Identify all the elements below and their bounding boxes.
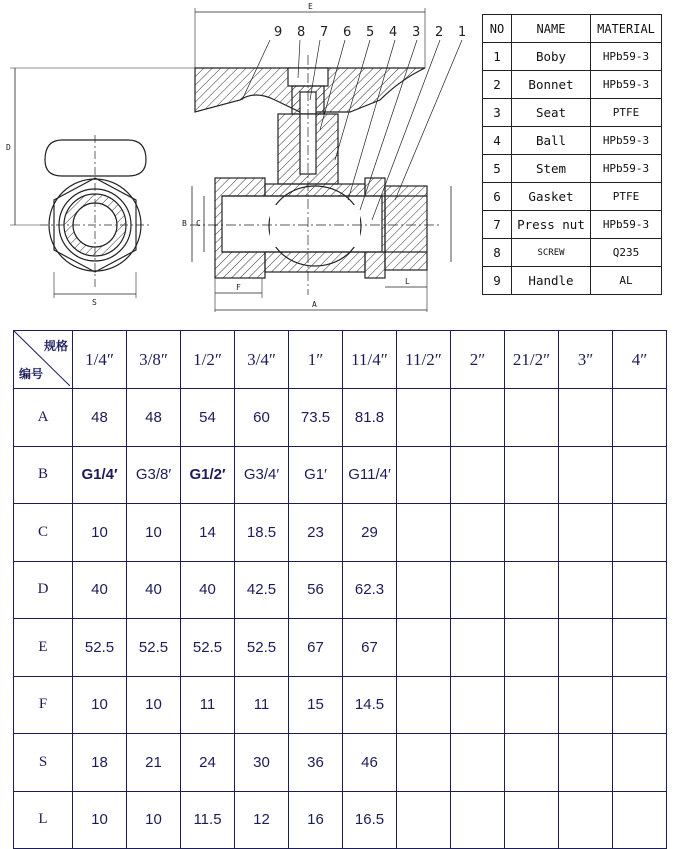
dimension-value: 52.5 xyxy=(181,619,235,677)
parts-row xyxy=(483,267,662,295)
dimension-value xyxy=(505,561,559,619)
part-name: Boby xyxy=(512,43,591,71)
corner-bottom-label: 编号 xyxy=(19,367,44,381)
dim-label-f: F xyxy=(236,283,241,292)
parts-row xyxy=(483,127,662,155)
dimension-value xyxy=(505,619,559,677)
dimension-value xyxy=(613,389,667,447)
dimension-value: 14 xyxy=(181,504,235,562)
dimension-value xyxy=(397,504,451,562)
dimension-value: 52.5 xyxy=(235,619,289,677)
size-header: 3/8″ xyxy=(127,331,181,389)
dimension-value xyxy=(451,504,505,562)
size-header: 2″ xyxy=(451,331,505,389)
part-material: HPb59-3 xyxy=(591,71,662,99)
row-label: F xyxy=(14,676,73,734)
dimension-value: 40 xyxy=(181,561,235,619)
dimension-value: 24 xyxy=(181,734,235,792)
corner-cell xyxy=(14,331,73,389)
dimension-value xyxy=(505,389,559,447)
dimension-value: 52.5 xyxy=(73,619,127,677)
dimension-value xyxy=(613,619,667,677)
dimension-value: 52.5 xyxy=(127,619,181,677)
header-no: NO xyxy=(483,15,512,43)
dimension-value: 11 xyxy=(181,676,235,734)
size-header: 11/2″ xyxy=(397,331,451,389)
dimension-value: G1/2′ xyxy=(181,446,235,504)
callout-3: 3 xyxy=(412,25,421,40)
dimension-value xyxy=(451,676,505,734)
dimension-value xyxy=(559,791,613,849)
dimension-value: 56 xyxy=(289,561,343,619)
part-name: Press nut xyxy=(512,211,591,239)
size-header: 4″ xyxy=(613,331,667,389)
part-material: HPb59-3 xyxy=(591,211,662,239)
callout-7: 7 xyxy=(320,25,329,40)
dimension-value: 10 xyxy=(127,504,181,562)
part-no: 3 xyxy=(483,99,512,127)
part-material: HPb59-3 xyxy=(591,43,662,71)
dimension-value xyxy=(397,389,451,447)
callout-9: 9 xyxy=(274,25,283,40)
corner-top-label: 规格 xyxy=(43,339,68,353)
size-header-row xyxy=(14,331,667,389)
dimension-value: 30 xyxy=(235,734,289,792)
dimension-value: G11/4′ xyxy=(343,446,397,504)
row-label: C xyxy=(14,504,73,562)
part-material: PTFE xyxy=(591,183,662,211)
dimension-value: 67 xyxy=(343,619,397,677)
part-no: 4 xyxy=(483,127,512,155)
row-label: L xyxy=(14,791,73,849)
part-name: Stem xyxy=(512,155,591,183)
part-name: Seat xyxy=(512,99,591,127)
parts-row xyxy=(483,211,662,239)
size-header: 1/4″ xyxy=(73,331,127,389)
dimension-value: 54 xyxy=(181,389,235,447)
row-label: S xyxy=(14,734,73,792)
dimension-value xyxy=(451,791,505,849)
size-header: 3″ xyxy=(559,331,613,389)
part-name: Gasket xyxy=(512,183,591,211)
dimension-value xyxy=(505,504,559,562)
dimension-row-l xyxy=(14,791,667,849)
dimension-value: 12 xyxy=(235,791,289,849)
dimension-value xyxy=(613,446,667,504)
dimension-value xyxy=(559,734,613,792)
dim-label-s: S xyxy=(92,298,97,307)
row-label: E xyxy=(14,619,73,677)
dimension-value: G3/4′ xyxy=(235,446,289,504)
parts-row xyxy=(483,155,662,183)
dimension-value: 48 xyxy=(73,389,127,447)
dim-label-c: C xyxy=(196,219,201,228)
dimension-value: 36 xyxy=(289,734,343,792)
dimension-value: 60 xyxy=(235,389,289,447)
dimension-value xyxy=(613,734,667,792)
dimension-value xyxy=(559,504,613,562)
dimension-value: 14.5 xyxy=(343,676,397,734)
dimension-value xyxy=(559,619,613,677)
dimension-value xyxy=(397,676,451,734)
dimension-value: 40 xyxy=(127,561,181,619)
dimension-value xyxy=(613,791,667,849)
section-view xyxy=(190,55,440,295)
header-material: MATERIAL xyxy=(591,15,662,43)
dimension-value: 23 xyxy=(289,504,343,562)
dimension-value xyxy=(613,561,667,619)
dimension-value xyxy=(397,561,451,619)
dimension-value: G3/8′ xyxy=(127,446,181,504)
dimension-rows xyxy=(14,389,667,849)
dimension-row-s xyxy=(14,734,667,792)
dimension-value: 16 xyxy=(289,791,343,849)
end-view xyxy=(40,135,150,298)
dimension-value: 67 xyxy=(289,619,343,677)
size-header: 1/2″ xyxy=(181,331,235,389)
dimension-value xyxy=(505,446,559,504)
dimension-value xyxy=(559,446,613,504)
dimension-value xyxy=(451,619,505,677)
dimension-value xyxy=(559,676,613,734)
dim-label-b: B xyxy=(182,219,187,228)
dimension-value: 16.5 xyxy=(343,791,397,849)
parts-row xyxy=(483,71,662,99)
callout-8: 8 xyxy=(297,25,306,40)
dimension-value: G1′ xyxy=(289,446,343,504)
dimension-value: 10 xyxy=(73,791,127,849)
part-no: 5 xyxy=(483,155,512,183)
dim-label-d: D xyxy=(6,143,11,152)
size-header: 21/2″ xyxy=(505,331,559,389)
callout-4: 4 xyxy=(389,25,398,40)
parts-row xyxy=(483,183,662,211)
size-header: 1″ xyxy=(289,331,343,389)
dimension-value: G1/4′ xyxy=(73,446,127,504)
callout-1: 1 xyxy=(458,25,467,40)
part-material: PTFE xyxy=(591,99,662,127)
dimension-value xyxy=(397,446,451,504)
part-material: AL xyxy=(591,267,662,295)
dimension-value: 62.3 xyxy=(343,561,397,619)
dimension-row-e xyxy=(14,619,667,677)
dimension-value: 46 xyxy=(343,734,397,792)
dimension-value: 18.5 xyxy=(235,504,289,562)
dimension-value xyxy=(451,561,505,619)
dimension-value: 10 xyxy=(127,676,181,734)
dimension-value: 18 xyxy=(73,734,127,792)
dimension-value: 11.5 xyxy=(181,791,235,849)
part-no: 8 xyxy=(483,239,512,267)
row-label: A xyxy=(14,389,73,447)
size-header: 11/4″ xyxy=(343,331,397,389)
dimension-row-a xyxy=(14,389,667,447)
dimension-value: 42.5 xyxy=(235,561,289,619)
dim-label-a: A xyxy=(312,300,317,309)
dimension-value xyxy=(613,676,667,734)
dimension-value: 40 xyxy=(73,561,127,619)
dimension-row-c xyxy=(14,504,667,562)
part-name: Handle xyxy=(512,267,591,295)
dimension-value: 48 xyxy=(127,389,181,447)
dimension-value xyxy=(451,734,505,792)
header-name: NAME xyxy=(512,15,591,43)
parts-header-row xyxy=(483,15,662,43)
dimension-value xyxy=(613,504,667,562)
dimension-value xyxy=(397,734,451,792)
part-material: HPb59-3 xyxy=(591,155,662,183)
dimension-row-b xyxy=(14,446,667,504)
part-no: 9 xyxy=(483,267,512,295)
dim-label-l: L xyxy=(405,277,410,286)
dimension-value xyxy=(505,791,559,849)
dimension-value: 29 xyxy=(343,504,397,562)
part-material: HPb59-3 xyxy=(591,127,662,155)
part-name: SCREW xyxy=(512,239,591,267)
part-no: 2 xyxy=(483,71,512,99)
part-no: 7 xyxy=(483,211,512,239)
dimension-value: 21 xyxy=(127,734,181,792)
callout-5: 5 xyxy=(366,25,375,40)
parts-row xyxy=(483,43,662,71)
dimension-value: 73.5 xyxy=(289,389,343,447)
parts-row xyxy=(483,239,662,267)
dimension-value xyxy=(451,446,505,504)
dimension-value xyxy=(505,676,559,734)
row-label: D xyxy=(14,561,73,619)
dim-label-e: E xyxy=(308,2,313,11)
dimension-value: 11 xyxy=(235,676,289,734)
size-header: 3/4″ xyxy=(235,331,289,389)
dimension-value: 10 xyxy=(73,504,127,562)
dimension-value: 10 xyxy=(73,676,127,734)
parts-row xyxy=(483,99,662,127)
part-name: Ball xyxy=(512,127,591,155)
dimension-value xyxy=(451,389,505,447)
dimension-table xyxy=(13,330,667,849)
dimension-value xyxy=(559,389,613,447)
dimension-value xyxy=(505,734,559,792)
dimension-value xyxy=(397,619,451,677)
callout-2: 2 xyxy=(435,25,444,40)
dimension-row-d xyxy=(14,561,667,619)
part-material: Q235 xyxy=(591,239,662,267)
callout-6: 6 xyxy=(343,25,352,40)
part-no: 6 xyxy=(483,183,512,211)
part-no: 1 xyxy=(483,43,512,71)
dimension-row-f xyxy=(14,676,667,734)
dimension-value: 10 xyxy=(127,791,181,849)
row-label: B xyxy=(14,446,73,504)
dimension-value: 81.8 xyxy=(343,389,397,447)
dimension-value xyxy=(559,561,613,619)
dimension-value: 15 xyxy=(289,676,343,734)
ball-valve-drawing xyxy=(0,0,480,325)
dimension-value xyxy=(397,791,451,849)
part-name: Bonnet xyxy=(512,71,591,99)
parts-table xyxy=(482,14,662,295)
